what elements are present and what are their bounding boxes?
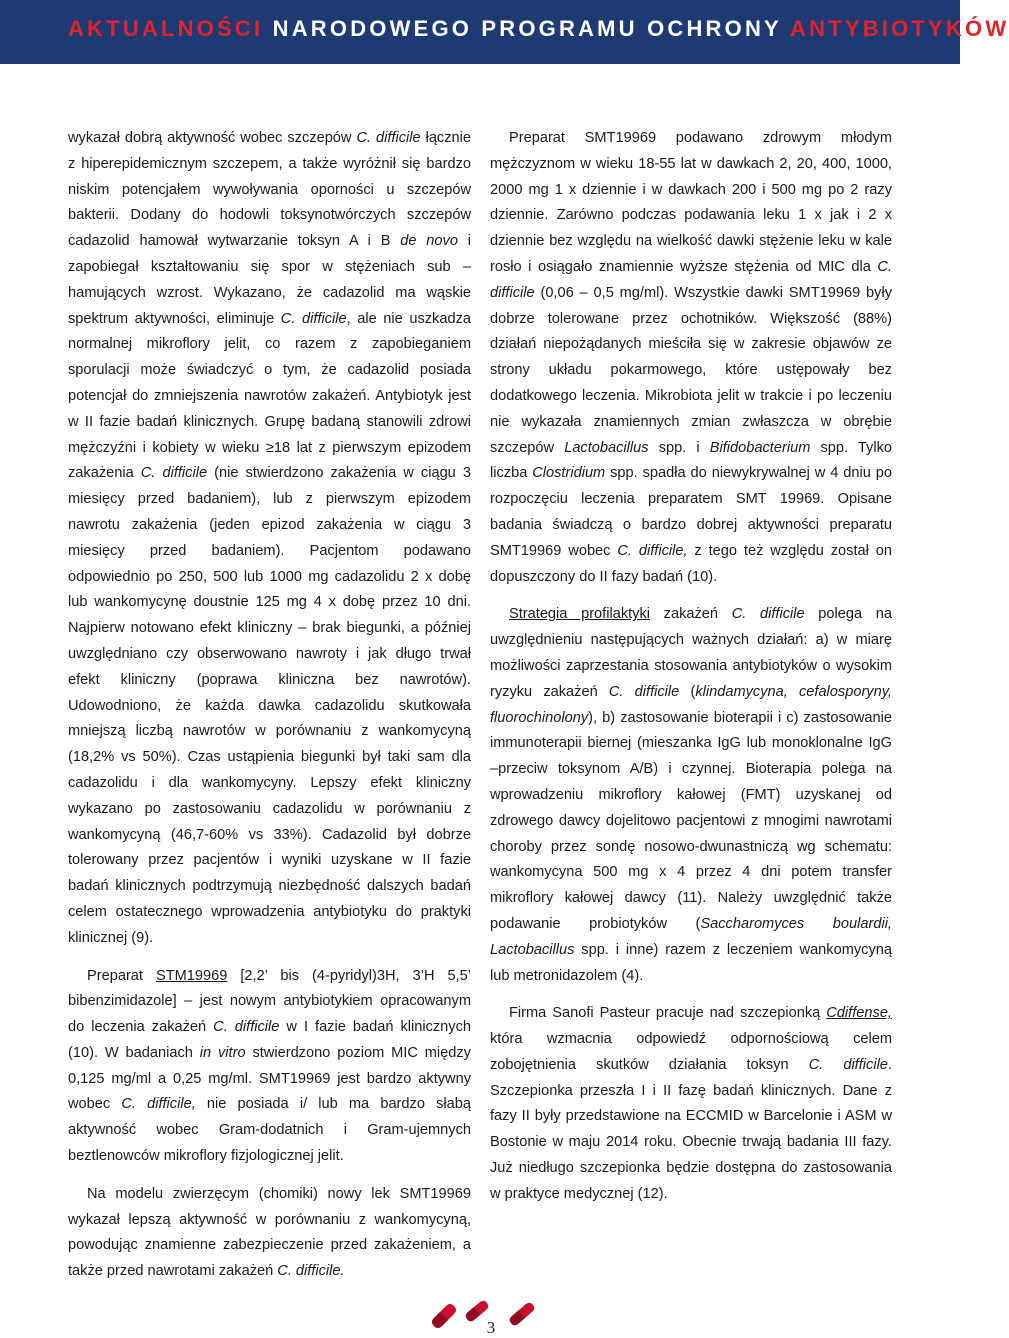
- italic-run: Clostridium: [532, 465, 606, 482]
- right-paragraph-prevention-strategy: [490, 602, 892, 989]
- text-run: Firma Sanofi Pasteur pracuje nad szczepionką: [509, 1005, 827, 1022]
- text-run: która wzmacnia odpowiedź odpornościową celem zobojętnienia skutków działania toksyn: [490, 1031, 892, 1073]
- italic-run: Saccharomyces boulardii, Lactobacillus: [490, 915, 892, 958]
- capsule-icon-left: [432, 1304, 456, 1328]
- italic-run: C. difficile: [213, 1019, 280, 1036]
- text-run: zakażeń: [650, 606, 732, 623]
- italic-run: C. difficile: [280, 310, 347, 327]
- italic-run: C. difficile: [608, 683, 680, 700]
- header-title: [68, 16, 1009, 42]
- page-number: 3: [486, 1318, 496, 1337]
- text-run: nie posiada i/ lub ma bardzo słabą aktywność wobec Gram-dodatnich i Gram-ujemnych beztlenowców mikroflory fizjologicznej jelit.: [68, 1096, 471, 1165]
- text-run: Na modelu zwierzęcym (chomiki) nowy lek SMT19969 wykazał lepszą aktywność w porównaniu z wankomycyną, powodując znamienne zabezpieczenie przed zakażeniem, a także przed nawrotami zakażeń: [68, 1185, 471, 1280]
- italic-run: C. difficile,: [617, 542, 688, 559]
- italic-run: in vitro: [199, 1044, 246, 1061]
- text-run: Preparat: [87, 967, 156, 984]
- italic-run: C. difficile: [140, 465, 208, 482]
- text-run: spp. Tylko liczba: [490, 439, 892, 482]
- text-run: . Szczepionka przeszła I i II fazę badań klinicznych. Dane z fazy II były przedstawione na ECCMID w Barcelonie i ASM w Bostonie w maju 2014 roku. Obecnie trwają badania III fazy. Już niedługo szczepionka będzie dostępna do zastosowania w praktyce medycznej (12).: [490, 1056, 892, 1202]
- italic-run: C. difficile: [808, 1056, 888, 1073]
- header-title-part2: NARODOWEGO PROGRAMU OCHRONY: [263, 16, 791, 41]
- right-paragraph-vaccine: [490, 1001, 892, 1207]
- text-run: ), b) zastosowanie bioterapii i c) zastosowanie immunoterapii biernej (mieszanka IgG lub monoklonalne IgG –przeciw toksynom A/B) i czynnej. Bioterapia polega na wprowadzeniu mikroflory kałowej (FMT) uzyskanej od zdrowego dawcy dojelitowo pacjentowi z mnogimi nawrotami choroby przez sondę nosowo-dwunastniczą wg schematu: wankomycyna 500 mg x 4 przez 4 dni potem transfer mikroflory kałowej dawcy (11). Należy uwzględnić także podawanie probiotyków (: [490, 709, 892, 932]
- text-run: [2,2’ bis (4-pyridyl)3H, 3’H 5,5’ bibenzimidazole] – jest nowym antybiotykiem opracowanym do leczenia zakażeń: [68, 967, 471, 1036]
- text-run: spp. i inne) razem z leczeniem wankomycyną lub metronidazolem (4).: [490, 941, 892, 984]
- text-run: i zapobiegał kształtowaniu się spor w stężeniach sub – hamujących wzrost. Wykazano, że cadazolid ma wąskie spektrum aktywności, eliminuje: [68, 233, 471, 327]
- italic-run: Bifidobacterium: [709, 439, 811, 456]
- left-paragraph-cadazolid: [68, 126, 471, 952]
- underlined-run: Strategia profilaktyki: [509, 606, 651, 623]
- italic-run: de novo: [400, 233, 458, 250]
- italic-run: C. difficile: [490, 258, 892, 301]
- text-run: spp. spadła do niewykrywalnej w 4 dniu po rozpoczęciu leczenia preparatem SMT 19969. Opisane badania świadczą o bardzo dobrej aktywności preparatu SMT19969 wobec: [490, 465, 892, 559]
- text-run: (0,06 – 0,5 mg/ml). Wszystkie dawki SMT19969 były dobrze tolerowane przez ochotników. Większość (88%) działań niepożądanych mieściła się w zakresie objawów ze strony układu pokarmowego, które ustępowały bez dodatkowego leczenia. Mikrobiota jelit w trakcie i po leczeniu nie wykazała znamiennych zmian zwłaszcza w obrębie szczepów: [490, 284, 892, 456]
- text-run: wykazał dobrą aktywność wobec szczepów: [68, 130, 357, 146]
- text-run: polega na uwzględnieniu następujących ważnych działań: a) w miarę możliwości zaprzestania stosowania antybiotyków o wysokim ryzyku zakażeń: [490, 606, 892, 700]
- italic-run: C. difficile: [731, 606, 805, 623]
- capsule-icon-right: [510, 1303, 535, 1326]
- page-header: [0, 0, 1009, 64]
- text-run: (: [679, 683, 696, 700]
- left-column: [68, 126, 471, 1285]
- underlined-run: STM19969: [155, 967, 228, 984]
- right-column: [490, 126, 892, 1208]
- right-paragraph-smt19969-dosing: [490, 126, 892, 590]
- left-paragraph-animal-model: [68, 1182, 471, 1285]
- text-run: spp. i: [648, 439, 710, 456]
- italic-run: C. difficile.: [277, 1263, 345, 1280]
- text-run: (nie stwierdzono zakażenia w ciągu 3 miesięcy przed badaniem), lub z pierwszym epizodem nawrotu zakażenia (jeden epizod zakażenia w ciągu 3 miesięcy przed badaniem). Pacjentom podawano odpowiednio po 250, 500 lub 1000 mg cadazolidu 2 x dobę lub wankomycynę doustnie 125 mg 4 x dobę przez 10 dni. Najpierw notowano efekt kliniczny – brak biegunki, a później uwzględniano czy obserwowano nawroty i jak długo trwał efekt kliniczny (poprawa kliniczna bez nawrotów). Udowodniono, że każda dawka cadazolidu skutkowała mniejszą liczbą nawrotów w porównaniu z wankomycyną (18,2% vs 50%). Czas ustąpienia biegunki był taki sam dla cadazolidu i dla wankomycyny. Lepszy efekt kliniczny wykazano po zastosowaniu cadazolidu w porównaniu z wankomycyną (46,7-60% vs 33%). Cadazolid był dobrze tolerowany przez pacjentów i wyniki uzyskane w II fazie badań klinicznych podtrzymują niezbędność dalszych badań celem ostatecznego wprowadzenia antybiotyku do praktyki klinicznej (9).: [68, 465, 471, 946]
- header-title-part3: ANTYBIOTYKÓW: [790, 16, 1009, 41]
- text-run: Preparat SMT19969 podawano zdrowym młodym mężczyznom w wieku 18-55 lat w dawkach 2, 20, 400, 1000, 2000 mg 1 x dziennie i w dawkach 200 i 500 mg po 2 razy dziennie. Zarówno podczas podawania leku 1 x jak i 2 x dziennie bez względu na wielkość dawki stężenie leku w kale rosło i osiągało znamiennie wyższe stężenia od MIC dla: [490, 130, 892, 275]
- italic-run: Lactobacillus: [564, 439, 649, 456]
- text-run: w I fazie badań klinicznych (10). W badaniach: [68, 1019, 472, 1061]
- header-title-part1: AKTUALNOŚCI: [68, 16, 264, 41]
- text-run: łącznie z hiperepidemicznym szczepem, a także wyróżnił się bardzo niskim potencjałem wywoływania oporności u szczepów bakterii. Dodany do hodowli toksynotwórczych szczepów cadazolid hamował wytwarzanie toksyn A i B: [68, 130, 471, 250]
- italic-run: klindamycyna, cefalosporyny, fluorochinolony: [490, 683, 892, 726]
- text-run: , ale nie uszkadza normalnej mikroflory jelit, co razem z zapobieganiem sporulacji może świadczyć o tym, że cadazolid posiada potencjał do zmniejszenia nawrotów zakażeń. Antybiotyk jest w II fazie badań klinicznych. Grupę badaną stanowili zdrowi mężczyźni i kobiety w wieku ≥18 lat z pierwszym epizodem zakażenia: [68, 310, 472, 482]
- underlined-italic-run: Cdiffense,: [826, 1005, 892, 1022]
- left-paragraph-stm19969: [68, 964, 471, 1170]
- text-run: stwierdzono poziom MIC między 0,125 mg/ml a 0,25 mg/ml. SMT19969 jest bardzo aktywny wobec: [68, 1044, 471, 1113]
- italic-run: C. difficile,: [121, 1096, 196, 1113]
- text-run: z tego też względu został on dopuszczony do II fazy badań (10).: [490, 542, 892, 585]
- italic-run: C. difficile: [356, 130, 421, 146]
